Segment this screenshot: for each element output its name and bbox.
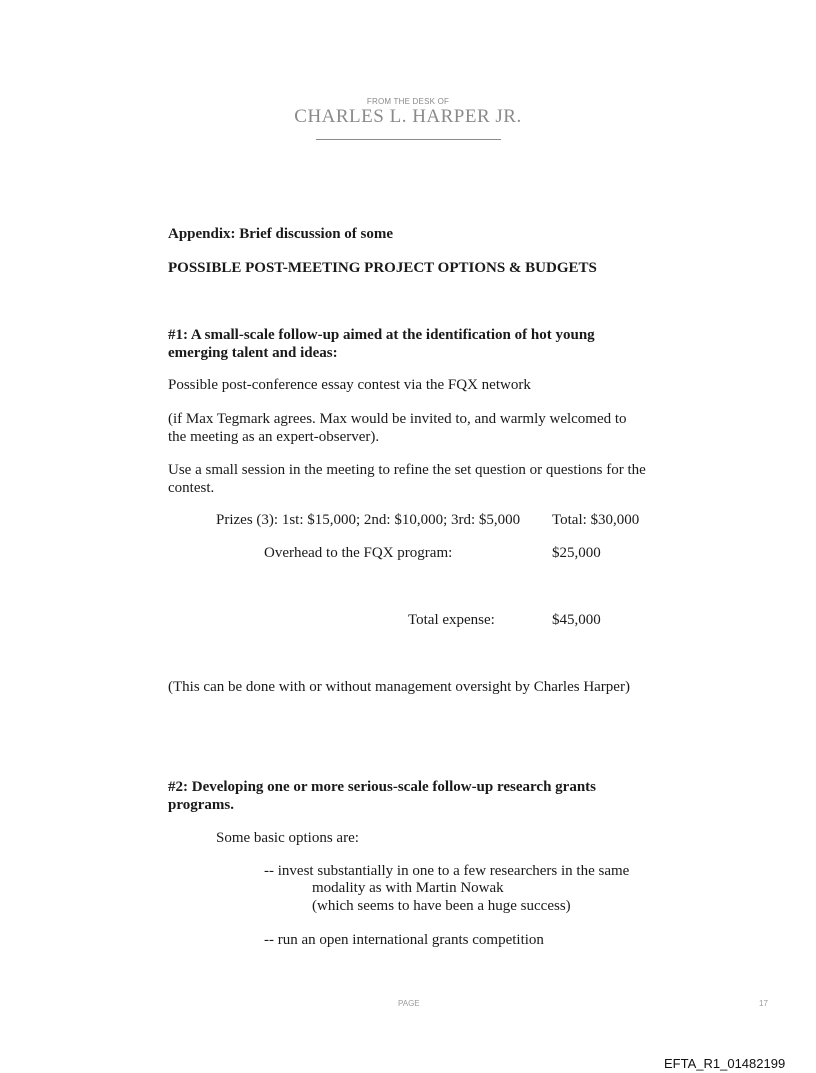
option1-paragraph-session: Use a small session in the meeting to refine the set question or questions for the contest. [168,462,646,496]
budget-prizes-total: Total: $30,000 [552,512,640,528]
letterhead-divider [316,139,501,140]
budget-total-label: Total expense: [408,612,495,628]
option1-paragraph-essay-contest: Possible post-conference essay contest via the FQX network [168,377,531,393]
letterhead-name: CHARLES L. HARPER JR. [294,106,522,127]
budget-prizes-label: Prizes (3): 1st: $15,000; 2nd: $10,000; 3rd: $5,000 [216,512,521,528]
appendix-title: Appendix: Brief discussion of some [168,226,394,242]
option1-note: (This can be done with or without management oversight by Charles Harper) [168,679,630,695]
option1-paragraph-tegmark: (if Max Tegmark agrees. Max would be invited to, and warmly welcomed to the meeting as an expert-observer). [168,411,627,445]
option1-heading: #1: A small-scale follow-up aimed at the identification of hot young emerging talent and ideas: [168,327,595,361]
option2-intro: Some basic options are: [216,830,359,846]
budget-overhead-amount: $25,000 [552,545,601,561]
option2-bullet1-line2: modality as with Martin Nowak [312,880,504,896]
appendix-subtitle: POSSIBLE POST-MEETING PROJECT OPTIONS & BUDGETS [168,260,597,276]
budget-total-amount: $45,000 [552,612,601,628]
budget-overhead-label: Overhead to the FQX program: [264,545,453,561]
letterhead-from-the-desk-of: FROM THE DESK OF [366,97,450,106]
option2-heading: #2: Developing one or more serious-scale follow-up research grants programs. [168,779,597,813]
footer-page-number: 17 [759,999,768,1008]
document-id: EFTA_R1_01482199 [664,1056,786,1071]
option2-bullet1-line3: (which seems to have been a huge success) [312,898,571,914]
footer-page-label: PAGE [398,999,420,1008]
option2-bullet1-line1: -- invest substantially in one to a few researchers in the same [264,863,630,879]
option2-bullet2: -- run an open international grants competition [264,932,544,948]
